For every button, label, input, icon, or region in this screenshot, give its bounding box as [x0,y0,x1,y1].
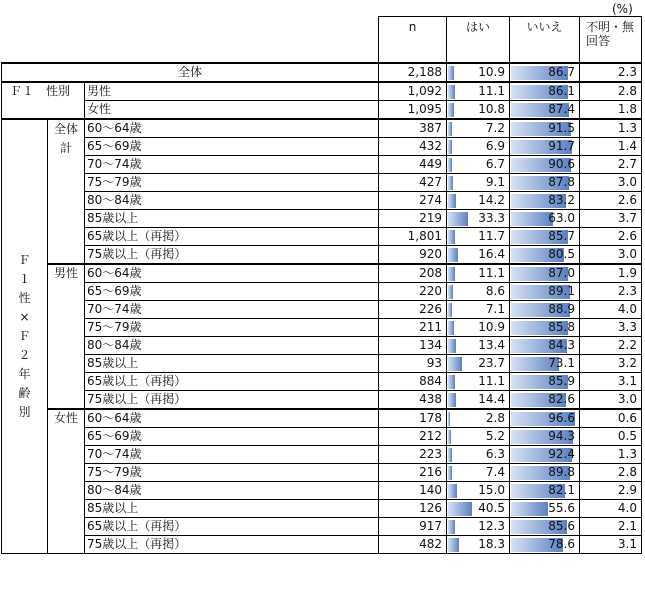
header-yes: はい [447,17,510,64]
cell-yes-bar [448,158,452,172]
cell-unknown: 3.7 [580,210,642,228]
row-label: 75歳以上（再掲） [85,536,379,554]
cell-yes-value: 40.5 [478,501,505,515]
cell-no-value: 86.7 [548,65,575,79]
header-row [2,17,642,64]
cell-yes-value: 33.3 [478,211,505,225]
table-row [2,264,642,283]
cell-no [510,500,580,518]
table-row [2,409,642,428]
table-row [2,138,642,156]
cell-no-value: 80.5 [548,247,575,261]
table-row [2,283,642,301]
cell-yes [447,446,510,464]
cell-unknown: 2.6 [580,192,642,210]
cell-yes-value: 14.4 [478,392,505,406]
table-row [2,119,642,138]
vertical-char: Ｆ [18,329,31,343]
cell-yes-bar [448,538,459,552]
cell-yes [447,355,510,373]
cell-yes-bar [448,85,455,99]
cell-n: 140 [379,482,447,500]
cell-yes-value: 2.8 [485,411,505,425]
cell-yes [447,391,510,410]
table-row [2,246,642,265]
row-label: 65～69歳 [85,283,379,301]
cell-n: 432 [379,138,447,156]
table-row [2,536,642,554]
cell-yes [447,63,510,82]
cell-no [510,391,580,410]
cell-yes-bar [448,466,452,480]
row-label: 75歳以上（再掲） [85,391,379,410]
cell-yes-value: 6.9 [485,139,505,153]
cell-n: 216 [379,464,447,482]
cell-yes-bar [448,430,451,444]
cell-yes-bar [448,140,452,154]
cell-no [510,482,580,500]
survey-table [1,16,642,554]
cell-yes [447,301,510,319]
row-label: 女性 [85,101,379,120]
cell-n: 134 [379,337,447,355]
cell-yes-bar [448,230,455,244]
subgroup-label-line: 全体 [53,122,78,136]
group-label-sex: Ｆ１ 性別 [2,82,85,119]
cell-yes-value: 7.1 [485,302,505,316]
row-label: 65歳以上（再掲） [85,373,379,391]
row-label: 85歳以上 [85,355,379,373]
cell-unknown: 1.9 [580,264,642,283]
table-row [2,192,642,210]
table-row [2,101,642,120]
cell-no [510,228,580,246]
table-row [2,174,642,192]
cell-n: 482 [379,536,447,554]
vertical-char: Ｆ [18,253,31,267]
cell-yes-value: 13.4 [478,338,505,352]
cell-yes [447,228,510,246]
cell-yes-bar [448,502,472,516]
cell-n: 211 [379,319,447,337]
cell-unknown: 3.0 [580,391,642,410]
table-row [2,319,642,337]
cell-no-value: 96.6 [548,411,575,425]
cell-n: 917 [379,518,447,536]
row-label: 70～74歳 [85,301,379,319]
cell-no-bar [511,212,553,226]
vertical-char: 年 [18,367,31,381]
header-n: n [379,17,447,64]
cell-yes [447,482,510,500]
cell-no-value: 63.0 [548,211,575,225]
cell-yes-bar [448,103,454,117]
cell-yes [447,428,510,446]
row-label: 80～84歳 [85,337,379,355]
cell-yes [447,373,510,391]
cell-no-value: 83.2 [548,193,575,207]
cell-yes-bar [448,484,457,498]
row-label: 75～79歳 [85,174,379,192]
cell-yes-bar [448,212,468,226]
cell-n: 438 [379,391,447,410]
cell-no-value: 85.8 [548,320,575,334]
cell-yes [447,101,510,120]
table-row [2,82,642,101]
row-label: 65歳以上（再掲） [85,228,379,246]
row-label: 65～69歳 [85,428,379,446]
row-label: 65～69歳 [85,138,379,156]
cell-n: 126 [379,500,447,518]
cell-unknown: 1.4 [580,138,642,156]
cell-yes [447,319,510,337]
cell-no-value: 91.5 [548,121,575,135]
cell-unknown: 1.8 [580,101,642,120]
cell-n: 93 [379,355,447,373]
cell-unknown: 3.1 [580,373,642,391]
cell-yes-value: 6.7 [485,157,505,171]
cell-n: 1,095 [379,101,447,120]
cell-unknown: 0.6 [580,409,642,428]
cell-n: 2,188 [379,63,447,82]
subgroup-label-line: 計 [59,141,72,155]
row-label: 70～74歳 [85,446,379,464]
cell-no-value: 82.1 [548,483,575,497]
cell-no [510,446,580,464]
table-row [2,355,642,373]
cell-yes-value: 12.3 [478,519,505,533]
table-row [2,500,642,518]
row-label: 80～84歳 [85,192,379,210]
cell-no [510,464,580,482]
cell-no [510,101,580,120]
cell-unknown: 2.8 [580,82,642,101]
cell-no-value: 82.6 [548,392,575,406]
cell-no-value: 89.1 [548,284,575,298]
cell-yes-value: 6.3 [485,447,505,461]
cell-no-bar [511,502,548,516]
header-no: いいえ [510,17,580,64]
cell-yes-value: 10.9 [478,65,505,79]
cell-no [510,373,580,391]
table-body [2,63,642,554]
row-label: 75～79歳 [85,319,379,337]
row-label: 60～64歳 [85,119,379,138]
cell-yes-bar [448,321,454,335]
cell-n: 208 [379,264,447,283]
subgroup-label: 男性 [48,264,85,409]
cell-no [510,264,580,283]
cell-yes-value: 16.4 [478,247,505,261]
row-label: 75～79歳 [85,464,379,482]
table-row [2,63,642,82]
row-label: 男性 [85,82,379,101]
cell-yes-value: 10.8 [478,102,505,116]
cell-n: 223 [379,446,447,464]
vertical-char: 別 [18,405,31,419]
cell-no [510,337,580,355]
cell-no-value: 84.3 [548,338,575,352]
cell-n: 387 [379,119,447,138]
cell-yes [447,283,510,301]
cell-yes-bar [448,339,456,353]
cell-yes-bar [448,122,452,136]
cell-yes [447,500,510,518]
table-row [2,156,642,174]
row-label: 60～64歳 [85,264,379,283]
cell-yes-value: 18.3 [478,537,505,551]
table-row [2,482,642,500]
cell-yes [447,138,510,156]
cell-yes [447,192,510,210]
cell-yes-bar [448,412,450,426]
cell-yes-value: 15.0 [478,483,505,497]
cell-unknown: 3.1 [580,536,642,554]
cell-yes-value: 9.1 [485,175,505,189]
cell-no [510,82,580,101]
table-row [2,337,642,355]
table-row [2,373,642,391]
row-label-total: 全体 [2,63,379,82]
vertical-char: × [19,310,30,324]
cell-yes-bar [448,520,455,534]
cell-unknown: 3.0 [580,246,642,265]
cell-unknown: 2.8 [580,464,642,482]
vertical-char: １ [18,272,31,286]
table-row [2,228,642,246]
cell-no [510,301,580,319]
cell-unknown: 2.2 [580,337,642,355]
table-row [2,518,642,536]
cell-yes-value: 7.4 [485,465,505,479]
cell-no [510,536,580,554]
cell-no-value: 87.0 [548,266,575,280]
cell-no [510,156,580,174]
cell-unknown: 3.3 [580,319,642,337]
cell-yes-bar [448,248,458,262]
cell-yes-value: 8.6 [485,284,505,298]
cell-no [510,355,580,373]
table-row [2,446,642,464]
cell-no-value: 91.7 [548,139,575,153]
cell-no [510,518,580,536]
cell-no-value: 73.1 [548,356,575,370]
cell-n: 226 [379,301,447,319]
cell-unknown: 2.1 [580,518,642,536]
header-blank [2,17,379,64]
row-label: 75歳以上（再掲） [85,246,379,265]
cell-n: 212 [379,428,447,446]
cell-no [510,119,580,138]
cell-no [510,283,580,301]
cell-n: 274 [379,192,447,210]
cell-unknown: 2.3 [580,63,642,82]
cell-unknown: 2.3 [580,283,642,301]
cell-no-value: 86.1 [548,84,575,98]
cell-no-value: 94.3 [548,429,575,443]
cell-n: 219 [379,210,447,228]
table-row [2,210,642,228]
cell-yes [447,536,510,554]
cell-yes-bar [448,194,456,208]
cell-no [510,210,580,228]
row-label: 85歳以上 [85,500,379,518]
cell-unknown: 4.0 [580,500,642,518]
cell-no-value: 55.6 [548,501,575,515]
cell-n: 1,092 [379,82,447,101]
cell-no [510,409,580,428]
cell-yes-value: 11.1 [478,84,505,98]
cell-yes-bar [448,393,456,407]
cell-no-value: 85.7 [548,229,575,243]
cell-yes [447,409,510,428]
cell-no-value: 85.6 [548,519,575,533]
cell-yes [447,264,510,283]
cell-no-value: 87.4 [548,102,575,116]
cell-no [510,63,580,82]
cell-yes [447,464,510,482]
cell-no [510,138,580,156]
cell-no-value: 89.8 [548,465,575,479]
vertical-char: 性 [18,291,31,305]
cell-unknown: 0.5 [580,428,642,446]
vertical-char: ２ [18,348,31,362]
row-label: 60～64歳 [85,409,379,428]
vertical-char: 齢 [18,386,31,400]
cell-no [510,319,580,337]
cell-yes-bar [448,285,453,299]
cell-yes-bar [448,448,452,462]
table-row [2,464,642,482]
cell-unknown: 3.0 [580,174,642,192]
cell-unknown: 2.6 [580,228,642,246]
cell-yes [447,174,510,192]
row-label: 70～74歳 [85,156,379,174]
cell-no-value: 88.9 [548,302,575,316]
table-row [2,301,642,319]
cell-yes [447,156,510,174]
cell-no [510,428,580,446]
cell-yes [447,518,510,536]
cell-yes-value: 5.2 [485,429,505,443]
cell-unknown: 3.2 [580,355,642,373]
cell-no-value: 90.6 [548,157,575,171]
table-row [2,391,642,410]
cell-n: 884 [379,373,447,391]
subgroup-label: 女性 [48,409,85,554]
cell-yes [447,119,510,138]
cell-yes-value: 11.1 [478,374,505,388]
cell-yes [447,210,510,228]
cell-no [510,192,580,210]
cell-n: 178 [379,409,447,428]
cell-yes-bar [448,66,454,80]
cell-n: 920 [379,246,447,265]
cell-yes-bar [448,176,453,190]
cell-unknown: 1.3 [580,119,642,138]
unit-label: (%) [612,2,633,16]
cell-unknown: 4.0 [580,301,642,319]
cell-yes-bar [448,375,455,389]
group-label-cross [2,119,48,554]
cell-yes-bar [448,357,462,371]
cell-yes-value: 23.7 [478,356,505,370]
cell-yes-value: 10.9 [478,320,505,334]
cell-n: 427 [379,174,447,192]
cell-no-value: 78.6 [548,537,575,551]
row-label: 85歳以上 [85,210,379,228]
cell-no [510,174,580,192]
header-unknown: 不明・無回答 [580,17,642,64]
cell-unknown: 2.9 [580,482,642,500]
cell-n: 220 [379,283,447,301]
cell-unknown: 1.3 [580,446,642,464]
cell-no-value: 92.4 [548,447,575,461]
cell-n: 1,801 [379,228,447,246]
cell-n: 449 [379,156,447,174]
cell-yes [447,82,510,101]
cell-no-value: 85.9 [548,374,575,388]
cell-yes-bar [448,303,452,317]
cell-yes-value: 7.2 [485,121,505,135]
cell-yes [447,246,510,265]
row-label: 80～84歳 [85,482,379,500]
table-row [2,428,642,446]
cell-yes-bar [448,267,455,281]
subgroup-label [48,119,85,264]
cell-yes-value: 11.7 [478,229,505,243]
cell-yes-value: 11.1 [478,266,505,280]
cell-yes-value: 14.2 [478,193,505,207]
cell-unknown: 2.7 [580,156,642,174]
cell-no [510,246,580,265]
cell-yes [447,337,510,355]
row-label: 65歳以上（再掲） [85,518,379,536]
cell-no-value: 87.8 [548,175,575,189]
